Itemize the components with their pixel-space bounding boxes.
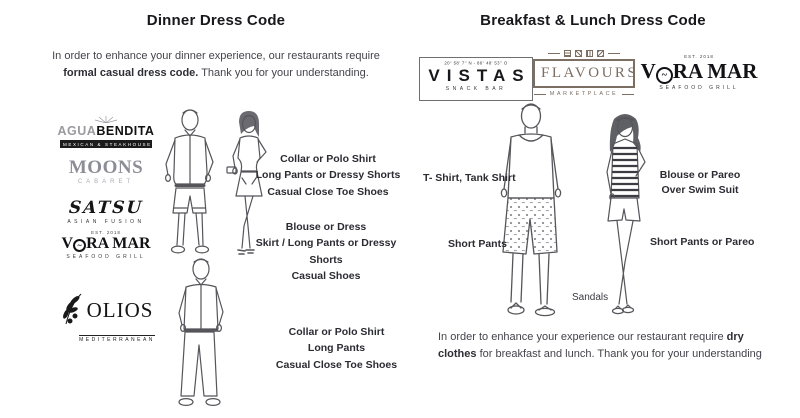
requirement-line: Skirt / Long Pants or Dressy Shorts bbox=[255, 237, 397, 266]
vistas-subtitle: SNACK BAR bbox=[445, 85, 507, 92]
vistas-name: VISTAS bbox=[428, 66, 531, 85]
flavours-pattern-squares-icon bbox=[533, 50, 635, 57]
agua-bendita-name-bold: BENDITA bbox=[96, 124, 155, 138]
breakfast-title: Breakfast & Lunch Dress Code bbox=[480, 12, 706, 29]
label-tshirt-tank: T- Shirt, Tank Shirt bbox=[423, 172, 516, 184]
vora-mar-subtitle: SEAFOOD GRILL bbox=[66, 254, 146, 260]
vora-mar-est: EST. 2018 bbox=[91, 230, 121, 235]
logo-olios bbox=[48, 292, 164, 346]
breakfast-man-sketch bbox=[477, 101, 582, 328]
olios-subtitle: MEDITERRANEAN bbox=[79, 337, 155, 343]
agua-bendita-name-light: AGUA bbox=[57, 124, 97, 138]
logo-vistas bbox=[419, 57, 533, 101]
vora-mar-name-pre: V bbox=[61, 235, 74, 252]
breakfast-note-rest: for breakfast and lunch. Thank you for your understanding bbox=[476, 347, 762, 360]
requirement-line: Collar or Polo Shirt bbox=[288, 326, 385, 338]
breakfast-note bbox=[438, 329, 778, 362]
moons-subtitle: CABARET bbox=[77, 179, 135, 185]
moons-name: MOONS bbox=[68, 157, 144, 178]
dinner-intro bbox=[40, 48, 392, 82]
logo-flavours bbox=[533, 50, 639, 97]
vora-mar-name-pre: V bbox=[640, 59, 656, 83]
vora-mar-name-post: RA MAR bbox=[86, 235, 151, 252]
requirement-line: Collar or Polo Shirt bbox=[280, 153, 376, 165]
vora-mar-est: EST. 2018 bbox=[684, 54, 714, 59]
requirement-line: Casual Close Toe Shoes bbox=[267, 185, 389, 198]
breakfast-note-bold2: clothes bbox=[438, 347, 477, 360]
breakfast-note-pre: In order to enhance your experience our restaurant require bbox=[438, 331, 727, 343]
dinner-men-long-requirements bbox=[264, 324, 409, 373]
dinner-man-sketch bbox=[163, 257, 243, 415]
vistas-coordinates: 20° 58' 7'' N - 86° 48' 53'' O bbox=[444, 61, 508, 67]
dinner-women-requirements bbox=[240, 219, 412, 284]
requirement-line: Long Pants or Dressy Shorts bbox=[255, 169, 401, 182]
flavours-subtitle: MARKETPLACE bbox=[549, 91, 619, 97]
label-line: Over Swim Suit bbox=[661, 183, 739, 196]
vora-mar-wave-o-icon: ~ bbox=[73, 239, 86, 252]
dinner-intro-line1: In order to enhance your dinner experience, our restaurants require bbox=[52, 50, 380, 62]
logo-agua-bendita bbox=[52, 116, 160, 148]
logo-moons bbox=[52, 157, 160, 185]
requirement-line: Casual Shoes bbox=[291, 269, 361, 282]
logo-vora-mar-dinner bbox=[52, 230, 160, 260]
label-short-pants: Short Pants bbox=[448, 238, 507, 250]
satsu-name: SATSU bbox=[68, 198, 144, 218]
olios-name: OLIOS bbox=[86, 297, 154, 322]
requirement-line: Long Pants bbox=[307, 342, 366, 355]
breakfast-note-bold1: dry bbox=[726, 331, 744, 343]
satsu-subtitle: ASIAN FUSION bbox=[67, 219, 145, 225]
dinner-men-requirements bbox=[252, 151, 404, 200]
requirement-line: Casual Close Toe Shoes bbox=[275, 358, 398, 371]
dinner-intro-bold: formal casual dress code. bbox=[63, 67, 199, 80]
label-sandals: Sandals bbox=[572, 292, 609, 303]
dinner-intro-rest: Thank you for your understanding. bbox=[198, 67, 369, 80]
olive-branch-icon bbox=[59, 292, 85, 328]
agua-bendita-subtitle: MEXICAN & STEAKHOUSE bbox=[60, 140, 152, 148]
flavours-name: FLAVOURS bbox=[541, 65, 639, 81]
vora-mar-wave-o-icon: ~ bbox=[656, 67, 673, 84]
label-line: Blouse or Pareo bbox=[659, 169, 741, 181]
vora-mar-subtitle: SEAFOOD GRILL bbox=[659, 85, 739, 91]
dinner-title: Dinner Dress Code bbox=[146, 12, 286, 29]
vora-mar-name-post: RA MAR bbox=[672, 59, 758, 83]
logo-satsu bbox=[52, 198, 160, 225]
label-blouse-pareo bbox=[650, 168, 750, 197]
requirement-line: Blouse or Dress bbox=[285, 221, 367, 233]
logo-vora-mar-breakfast bbox=[640, 54, 758, 91]
label-shorts-or-pareo: Short Pants or Pareo bbox=[650, 236, 755, 248]
sunburst-icon bbox=[93, 116, 119, 123]
